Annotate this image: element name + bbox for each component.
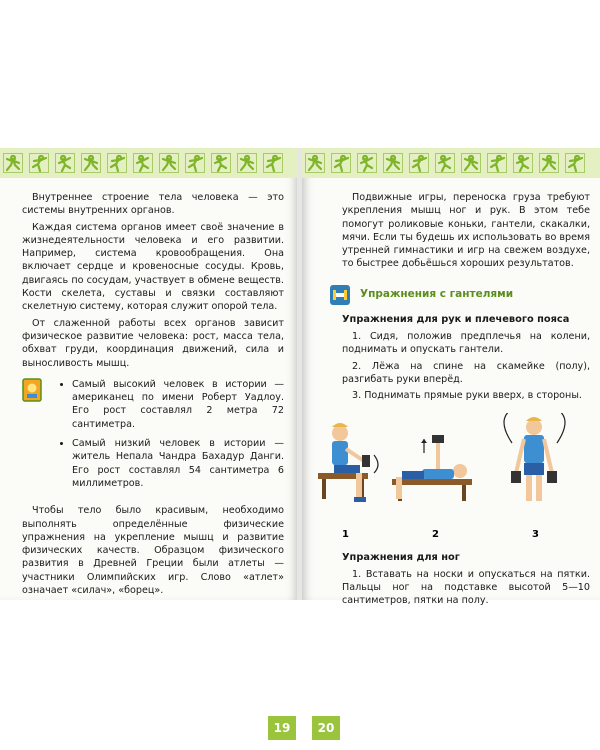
athlete-silhouette-icon	[305, 153, 325, 173]
arms-heading: Упражнения для рук и плечевого пояса	[342, 313, 570, 325]
athlete-silhouette-icon	[487, 153, 507, 173]
figure-label-2: 2	[432, 528, 439, 540]
athlete-silhouette-icon	[565, 153, 585, 173]
figure-seated	[318, 423, 378, 502]
athlete-silhouette-icon	[409, 153, 429, 173]
paragraph: Подвижные игры, переноска груза требуют укрепления мышц ног и рук. В этом тебе помогут роликовые коньки, гантели, скакалки, мячи. Если ты будешь их использовать во время утренней гимнастики и игр на свежем воздухе, то быстрее добьёшься хороших результатов.	[342, 192, 591, 270]
paragraph: От слаженной работы всех органов зависит физическое развитие человека: рост, масса тела, обхват груди, координация движений, сила и выносливость мышц.	[22, 317, 284, 369]
section-heading	[330, 285, 590, 305]
left-page	[0, 148, 298, 735]
exercise-item: 2. Лёжа на спине на скамейке (полу), разгибать руки вперёд.	[342, 360, 590, 385]
exercise-item: 3. Поднимать прямые руки вверх, в стороны.	[352, 390, 582, 402]
athlete-silhouette-icon	[237, 153, 257, 173]
athlete-silhouette-icon	[3, 153, 23, 173]
paragraph: Каждая система органов имеет своё значение в жизнедеятельности человека и его развитии. Например, система кровообращения. Она включает сердце и кровеносные сосуды. Кровь, двигаясь по сосудам, участвует в обмене веществ. Кости скелета, суставы и связки составляют скелетную систему, которая служит опорой тела.	[22, 221, 284, 313]
athlete-silhouette-icon	[513, 153, 533, 173]
athlete-silhouette-icon	[435, 153, 455, 173]
athlete-silhouette-icon	[357, 153, 377, 173]
paragraph: Чтобы тело было красивым, необходимо выполнять определённые физические упражнения на укрепление мышц и развитие физических качеств. Образцом физического развития в Древней Греции были атлеты — участники Олимпийских игр. Слово «атлет» означает «силач», «борец».	[22, 505, 284, 597]
legs-heading: Упражнения для ног	[342, 551, 460, 563]
athlete-silhouette-icon	[211, 153, 231, 173]
athlete-silhouette-icon	[383, 153, 403, 173]
figure-bench	[392, 435, 472, 501]
athlete-silhouette-icon	[29, 153, 49, 173]
right-page-content	[342, 191, 590, 611]
dumbbell-section-icon	[330, 285, 350, 305]
page-number-left: 19	[268, 716, 296, 740]
exercise-illustration	[312, 413, 592, 543]
figure-label-1: 1	[342, 528, 349, 540]
left-header-strip	[0, 148, 298, 178]
fact-icon	[22, 378, 42, 402]
athlete-silhouette-icon	[107, 153, 127, 173]
athlete-silhouette-icon	[263, 153, 283, 173]
athlete-silhouette-icon	[133, 153, 153, 173]
athlete-silhouette-icon	[55, 153, 75, 173]
athlete-silhouette-icon	[81, 153, 101, 173]
exercise-item: 1. Сидя, положив предплечья на колени, поднимать и опускать гантели.	[342, 331, 590, 356]
left-page-content	[22, 191, 284, 600]
section-title: Упражнения с гантелями	[360, 288, 514, 301]
athlete-silhouette-icon	[185, 153, 205, 173]
athlete-silhouette-icon	[539, 153, 559, 173]
exercise-item: 1. Вставать на носки и опускаться на пятки. Пальцы ног на подставке высотой 5—10 сантиметров, пятки на полу.	[342, 568, 590, 607]
right-header-strip	[302, 148, 600, 178]
figure-standing	[504, 413, 565, 501]
right-page	[302, 148, 600, 735]
figure-label-3: 3	[532, 528, 539, 540]
athlete-silhouette-icon	[159, 153, 179, 173]
fact-item: • Самый низкий человек в истории — житель Непала Чандра Бахадур Данги. Его рост составлял 54 сантиметра 6 миллиметров.	[72, 437, 284, 490]
fact-box	[22, 378, 284, 496]
athlete-silhouette-icon	[461, 153, 481, 173]
page-number-right: 20	[312, 716, 340, 740]
paragraph: Внутреннее строение тела человека — это системы внутренних органов.	[22, 192, 284, 217]
exercise-figures	[312, 413, 592, 543]
fact-item: • Самый высокий человек в истории — американец по имени Роберт Уадлоу. Его рост составлял 2 метра 72 сантиметра.	[72, 378, 284, 431]
athlete-silhouette-icon	[331, 153, 351, 173]
